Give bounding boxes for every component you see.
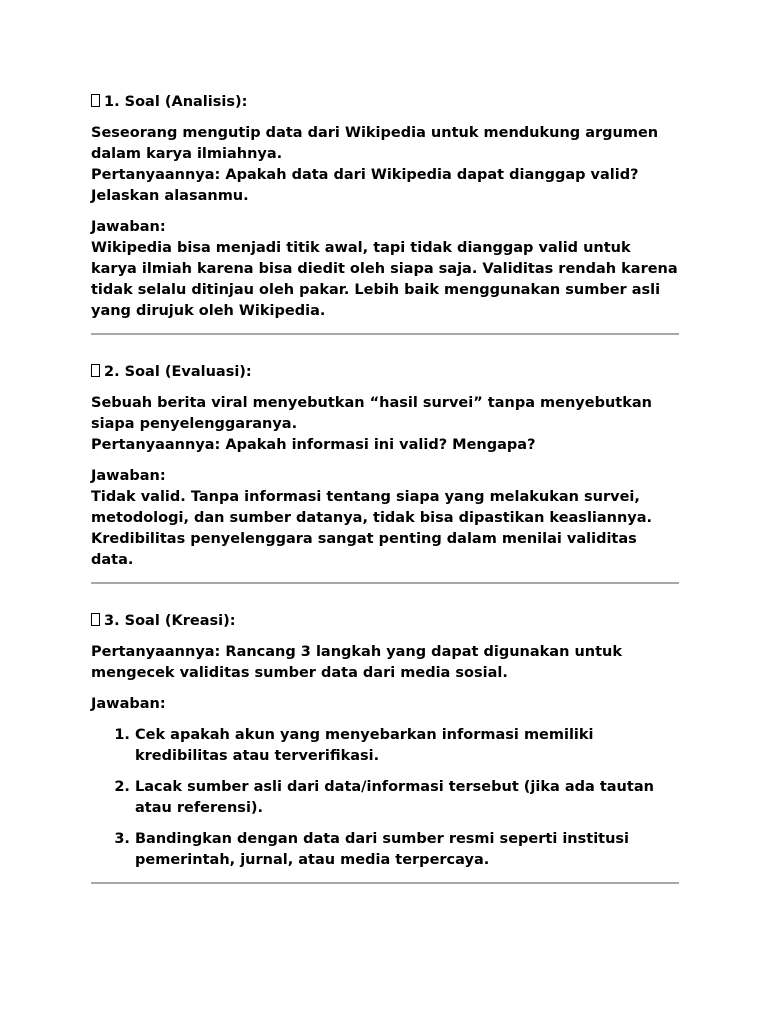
question-section-2 <box>91 362 679 571</box>
section-heading <box>91 611 679 632</box>
section-divider <box>91 582 679 584</box>
answer-step: 3. Bandingkan dengan data dari sumber resmi seperti institusi pemerintah, jurnal, atau media terpercaya. <box>135 829 679 871</box>
question-text <box>91 123 679 207</box>
question-text <box>91 642 679 684</box>
question-line: Pertanyaannya: Apakah data dari Wikipedia dapat dianggap valid? Jelaskan alasanmu. <box>91 167 639 204</box>
section-divider <box>91 333 679 335</box>
answer-step: 1. Cek apakah akun yang menyebarkan informasi memiliki kredibilitas atau terverifikasi. <box>135 725 679 767</box>
question-section-1 <box>91 92 679 322</box>
question-section-3 <box>91 611 679 871</box>
missing-glyph-icon <box>91 94 100 107</box>
section-heading <box>91 92 679 113</box>
section-divider <box>91 882 679 884</box>
missing-glyph-icon <box>91 364 100 377</box>
section-heading-text: 3. Soal (Kreasi): <box>104 613 236 629</box>
question-text <box>91 393 679 456</box>
answer-steps-list <box>91 725 679 871</box>
section-heading-text: 2. Soal (Evaluasi): <box>104 364 252 380</box>
answer-label: Jawaban: <box>91 696 166 712</box>
question-line: Sebuah berita viral menyebutkan “hasil survei” tanpa menyebutkan siapa penyelenggaranya. <box>91 395 652 432</box>
section-heading <box>91 362 679 383</box>
document-page <box>91 92 679 911</box>
section-heading-text: 1. Soal (Analisis): <box>104 94 248 110</box>
question-line: Pertanyaannya: Apakah informasi ini valid? Mengapa? <box>91 437 536 453</box>
answer-text: Wikipedia bisa menjadi titik awal, tapi tidak dianggap valid untuk karya ilmiah karena bisa diedit oleh siapa saja. Validitas rendah karena tidak selalu ditinjau oleh pakar. Lebih baik menggunakan sumber asli yang dirujuk oleh Wikipedia. <box>91 240 678 319</box>
answer-label: Jawaban: <box>91 219 166 235</box>
question-line: Seseorang mengutip data dari Wikipedia untuk mendukung argumen dalam karya ilmiahnya. <box>91 125 659 162</box>
question-line: Pertanyaannya: Rancang 3 langkah yang dapat digunakan untuk mengecek validitas sumber data dari media sosial. <box>91 644 622 681</box>
answer-text: Tidak valid. Tanpa informasi tentang siapa yang melakukan survei, metodologi, dan sumber datanya, tidak bisa dipastikan keasliannya. Kredibilitas penyelenggara sangat penting dalam menilai validitas data. <box>91 489 653 568</box>
missing-glyph-icon <box>91 613 100 626</box>
answer-label: Jawaban: <box>91 468 166 484</box>
answer-block <box>91 217 679 322</box>
answer-block <box>91 466 679 571</box>
answer-step: 2. Lacak sumber asli dari data/informasi tersebut (jika ada tautan atau referensi). <box>135 777 679 819</box>
